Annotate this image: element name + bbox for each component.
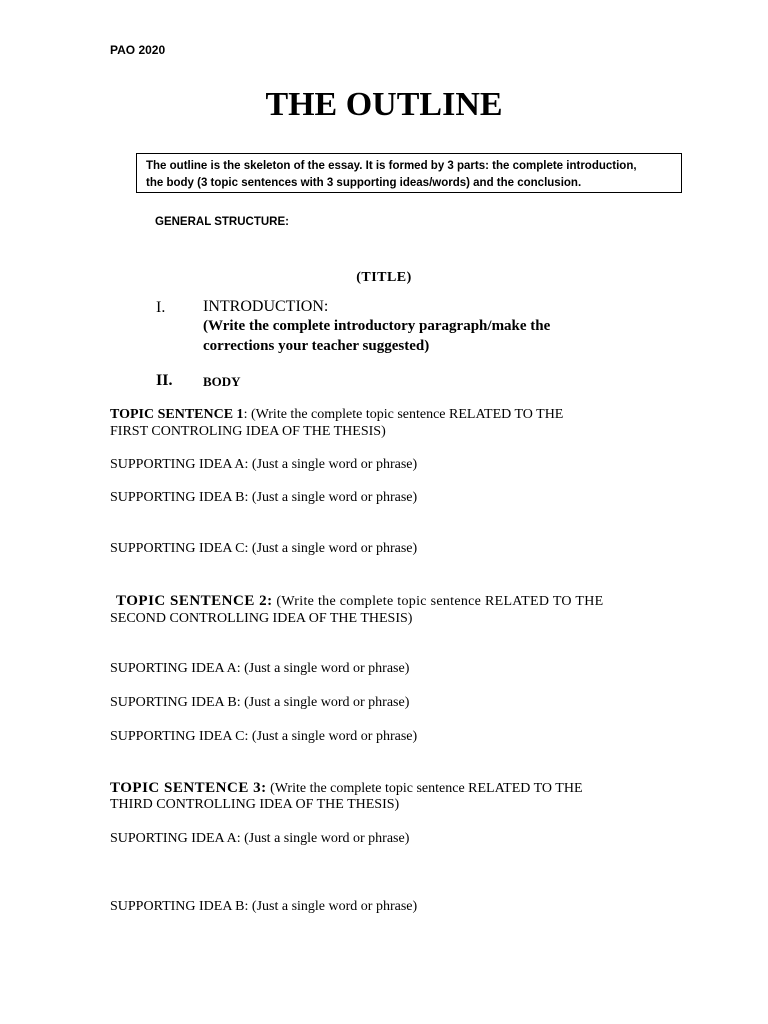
section-numeral: II. [156,372,173,389]
topic-heading: TOPIC SENTENCE 1 [110,407,244,422]
section-note: (Write the complete introductory paragraph/make the [203,318,551,334]
page-title: THE OUTLINE [265,86,503,123]
intro-box-line: the body (3 topic sentences with 3 supporting ideas/words) and the conclusion. [146,177,582,189]
topic-text: (Write the complete topic sentence RELATED TO THE [272,594,604,609]
topic-sentence-3 [110,780,583,797]
topic-text-line2: SECOND CONTROLLING IDEA OF THE THESIS) [110,611,413,626]
supporting-idea: SUPPORTING IDEA C: (Just a single word or phrase) [110,541,418,556]
supporting-idea: SUPPORTING IDEA C: (Just a single word or phrase) [110,729,418,744]
intro-box [136,153,682,193]
topic-sentence-1 [110,407,563,423]
supporting-idea: SUPPORTING IDEA B: (Just a single word or phrase) [110,490,418,505]
general-structure-heading: GENERAL STRUCTURE: [155,216,289,228]
document-code: PAO 2020 [110,43,166,57]
section-label-body: BODY [203,374,241,389]
topic-text: (Write the complete topic sentence RELATED TO THE [247,407,564,422]
topic-sentence-2 [110,593,604,610]
section-note: corrections your teacher suggested) [203,338,430,354]
supporting-idea: SUPPORTING IDEA A: (Just a single word or phrase) [110,457,418,472]
section-label-introduction: INTRODUCTION: [203,298,329,315]
section-numeral: I. [156,299,166,316]
supporting-idea: SUPPORTING IDEA B: (Just a single word or phrase) [110,899,418,914]
supporting-idea: SUPORTING IDEA A: (Just a single word or phrase) [110,661,410,676]
title-placeholder: (TITLE) [356,270,412,285]
topic-text-line2: FIRST CONTROLING IDEA OF THE THESIS) [110,424,386,439]
topic-colon: : [243,407,248,422]
topic-heading: TOPIC SENTENCE 3: [110,780,267,796]
topic-text-line2: THIRD CONTROLLING IDEA OF THE THESIS) [110,797,400,812]
topic-text: (Write the complete topic sentence RELATED TO THE [266,781,583,796]
supporting-idea: SUPORTING IDEA B: (Just a single word or phrase) [110,695,410,710]
intro-box-line: The outline is the skeleton of the essay. It is formed by 3 parts: the complete introduction, [146,160,637,172]
topic-heading: TOPIC SENTENCE 2: [116,593,273,609]
supporting-idea: SUPORTING IDEA A: (Just a single word or phrase) [110,831,410,846]
